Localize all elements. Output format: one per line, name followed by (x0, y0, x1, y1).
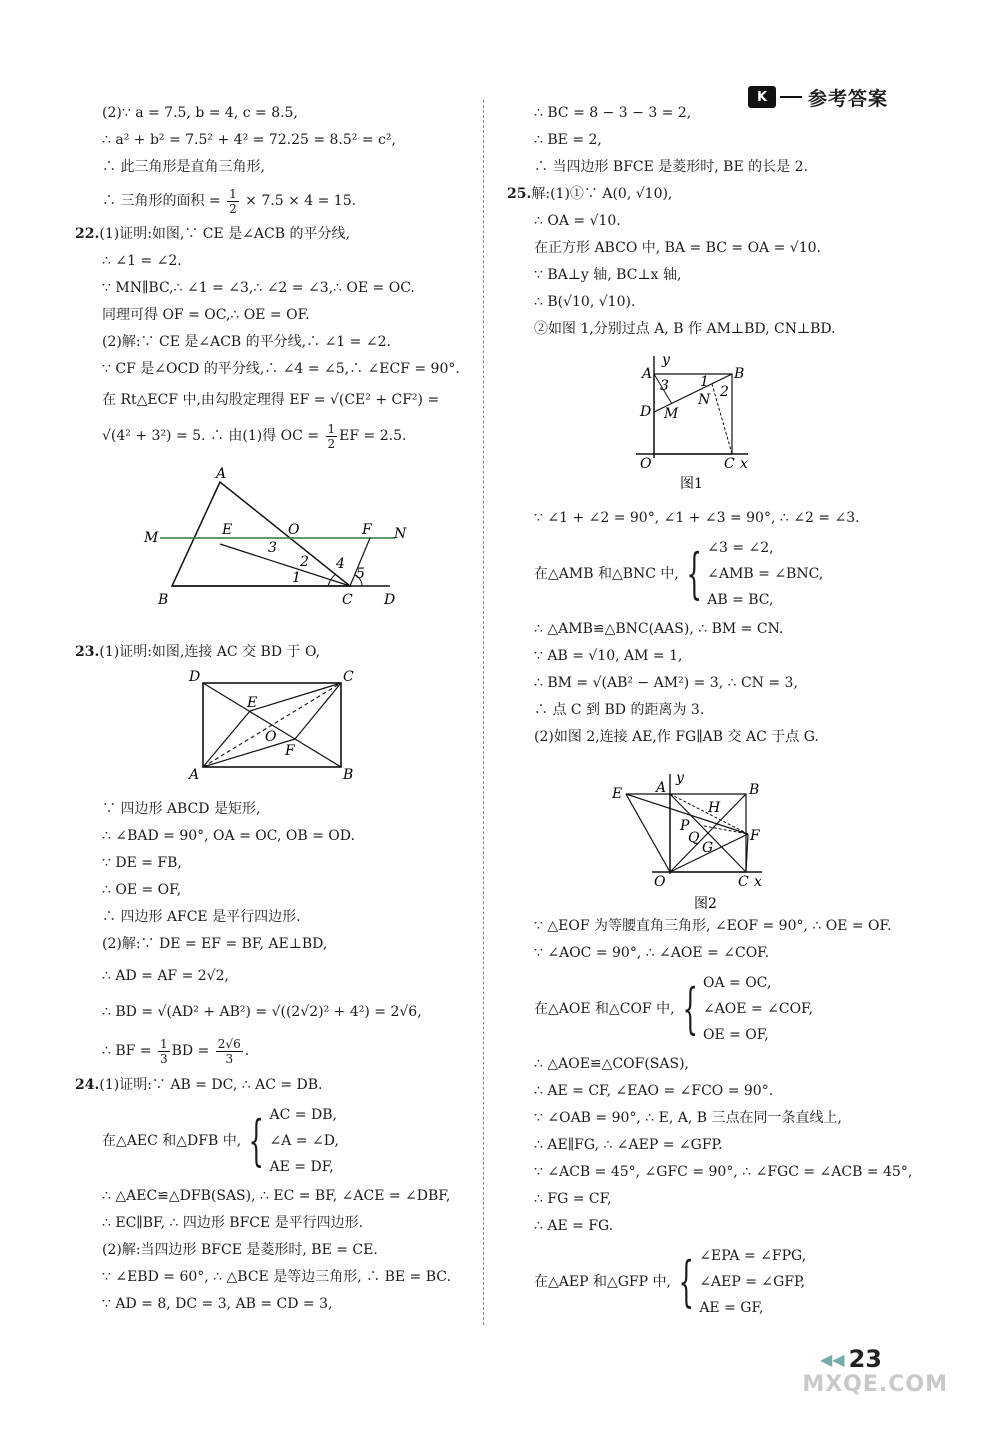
brace-icon: { (682, 977, 698, 1040)
label-C: C (724, 456, 735, 472)
text-span: 在△AEP 和△GFP 中, (534, 1273, 671, 1290)
label-4: 4 (336, 556, 345, 572)
label-1: 1 (292, 570, 301, 586)
question-number: 25. (507, 186, 532, 202)
brand-logo-icon: K (748, 86, 776, 108)
text-line (75, 1030, 475, 1072)
label-O: O (654, 874, 666, 890)
label-N: N (698, 392, 711, 408)
equation-system (507, 967, 917, 1051)
label-P: P (680, 818, 690, 834)
section-title: 参考答案 (807, 87, 888, 110)
text-line: (2)如图 2,连接 AE,作 FG∥AB 交 AC 于点 G. (534, 729, 819, 745)
text-line (75, 1072, 475, 1099)
label-A: A (642, 366, 653, 382)
label-C: C (343, 669, 354, 685)
brace-icon: { (686, 542, 702, 605)
text-line: ∴ 此三角形是直角三角形, (102, 159, 265, 175)
label-M: M (144, 530, 159, 546)
label-O: O (640, 456, 652, 472)
text-span: (1)证明:如图,∵ CE 是∠ACB 的平分线, (99, 226, 350, 242)
label-B: B (158, 592, 169, 608)
text-line: ∴ △AOE≌△COF(SAS), (534, 1056, 689, 1072)
label-D: D (640, 404, 652, 420)
text-span: 在△AOE 和△COF 中, (534, 1000, 675, 1017)
text-line: ∴ AE = CF, ∠EAO = ∠FCO = 90°. (534, 1083, 774, 1099)
text-span: . (244, 1043, 250, 1059)
label-x: x (754, 874, 762, 890)
text-line: (2)解:当四边形 BFCE 是菱形时, BE = CE. (102, 1242, 378, 1258)
text-line: ∴ BD = √(AD² + AB²) = √((2√2)² + 4²) = 2√6, (102, 1004, 422, 1020)
text-span: 在△AEC 和△DFB 中, (102, 1132, 242, 1149)
equation-system (75, 1099, 475, 1183)
label-2: 2 (300, 554, 309, 570)
text-line: ∴ 四边形 AFCE 是平行四边形. (102, 909, 301, 925)
text-line (75, 221, 475, 248)
fraction: $\frac{1}{2}$ (327, 421, 336, 451)
text-line: ∵ ∠OAB = 90°, ∴ E, A, B 三点在同一条直线上, (534, 1110, 842, 1126)
question-number: 24. (75, 1077, 100, 1093)
text-line: ∴ FG = CF, (534, 1191, 612, 1207)
text-line: ∴ BC = 8 − 3 − 3 = 2, (534, 105, 692, 121)
text-line: ∴ △AMB≌△BNC(AAS), ∴ BM = CN. (534, 621, 784, 637)
brace-icon: { (248, 1109, 265, 1172)
label-C: C (342, 592, 353, 608)
system-row: ∠3 = ∠2, (707, 540, 774, 556)
fraction: $\frac{2√6}{3}$ (217, 1036, 241, 1066)
text-line (507, 181, 917, 208)
page-number-text: 23 (848, 1345, 882, 1373)
text-line: ∴ ∠BAD = 90°, OA = OC, OB = OD. (102, 828, 355, 844)
text-line: ∵ AD = 8, DC = 3, AB = CD = 3, (102, 1296, 333, 1312)
system-row: OE = OF, (702, 1027, 769, 1043)
label-B: B (734, 366, 745, 382)
label-3: 3 (660, 378, 669, 394)
text-line: 同理可得 OF = OC,∴ OE = OF. (102, 307, 310, 323)
label-F: F (285, 743, 295, 759)
text-line: ∵ AB = √10, AM = 1, (534, 648, 683, 664)
text-line: ∴ BE = 2, (534, 132, 602, 148)
text-line: ∴ ∠1 = ∠2. (102, 253, 182, 269)
figure-q25-2 (612, 772, 772, 922)
logo-divider (780, 96, 802, 98)
text-line: (2)解:∵ DE = EF = BF, AE⊥BD, (102, 936, 328, 952)
text-line: ∵ △EOF 为等腰直角三角形, ∠EOF = 90°, ∴ OE = OF. (534, 918, 892, 934)
text-line (75, 639, 475, 666)
label-D: D (384, 592, 396, 608)
system-row: AC = DB, (269, 1107, 337, 1123)
text-line: ∴ OA = √10. (534, 213, 621, 229)
equation-system (507, 1240, 917, 1324)
text-line: 在正方形 ABCO 中, BA = BC = OA = √10. (534, 240, 821, 256)
label-F: F (362, 522, 372, 538)
system-row: AB = BC, (707, 592, 774, 608)
label-D: D (189, 669, 201, 685)
text-line: ∵ ∠ACB = 45°, ∠GFC = 90°, ∴ ∠FGC = ∠ACB = 45°, (534, 1164, 913, 1180)
text-line: ∴ a² + b² = 7.5² + 4² = 72.25 = 8.5² = c², (102, 132, 396, 148)
label-E: E (612, 786, 623, 802)
system-row: ∠EPA = ∠FPG, (699, 1248, 807, 1264)
label-M: M (664, 406, 679, 422)
brace-icon: { (678, 1250, 694, 1313)
label-H: H (708, 800, 721, 816)
text-line: ∵ BA⊥y 轴, BC⊥x 轴, (534, 267, 682, 283)
figure-q22 (140, 462, 410, 612)
fraction: $\frac{1}{2}$ (229, 186, 237, 216)
question-number: 23. (75, 644, 100, 660)
label-1: 1 (700, 374, 709, 390)
text-line: ∴ AE = FG. (534, 1218, 614, 1234)
text-line: ∴ EC∥BF, ∴ 四边形 BFCE 是平行四边形. (102, 1215, 364, 1231)
system-row: ∠AMB = ∠BNC, (707, 566, 824, 582)
text-line: ∴ OE = OF, (102, 882, 182, 898)
text-line (75, 417, 475, 455)
figure-caption: 图1 (680, 476, 703, 492)
text-line: ∴ BM = √(AB² − AM²) = 3, ∴ CN = 3, (534, 675, 798, 691)
label-O: O (265, 729, 277, 745)
text-line: ∵ ∠1 + ∠2 = 90°, ∠1 + ∠3 = 90°, ∴ ∠2 = ∠3. (534, 510, 860, 526)
fraction: $\frac{1}{3}$ (160, 1036, 168, 1066)
text-line: ∵ 四边形 ABCD 是矩形, (102, 801, 261, 817)
text-line: ②如图 1,分别过点 A, B 作 AM⊥BD, CN⊥BD. (534, 321, 836, 337)
text-line: ∴ 当四边形 BFCE 是菱形时, BE 的长是 2. (534, 159, 808, 175)
watermark: MXQE.COM (802, 1372, 948, 1397)
figure-q25-1 (628, 352, 758, 502)
label-E: E (222, 522, 233, 538)
text-line: (2)解:∵ CE 是∠ACB 的平分线,∴ ∠1 = ∠2. (102, 334, 391, 350)
label-G: G (702, 840, 714, 856)
text-span: 在△AMB 和△BNC 中, (534, 565, 679, 582)
label-y: y (676, 772, 684, 786)
system-row: ∠A = ∠D, (269, 1133, 339, 1149)
label-5: 5 (356, 566, 365, 582)
text-line: ∵ CF 是∠OCD 的平分线,∴ ∠4 = ∠5,∴ ∠ECF = 90°. (102, 361, 460, 377)
text-line: ∴ 点 C 到 BD 的距离为 3. (534, 702, 705, 718)
system-row: ∠AOE = ∠COF, (702, 1001, 814, 1017)
figure-caption: 图2 (694, 896, 717, 912)
column-divider (483, 100, 484, 1325)
label-A: A (189, 767, 200, 783)
equation-system (507, 532, 917, 616)
text-line: 在 Rt△ECF 中,由勾股定理得 EF = √(CE² + CF²) = (102, 392, 440, 408)
label-E: E (247, 695, 258, 711)
text-span: ∴ 三角形的面积 = (102, 193, 226, 209)
text-span: × 7.5 × 4 = 15. (240, 193, 357, 209)
text-span: EF = 2.5. (339, 428, 407, 444)
arrow-decoration-icon: ◀◀ (819, 1349, 845, 1369)
label-3: 3 (268, 540, 277, 556)
system-row: ∠AEP = ∠GFP, (699, 1274, 806, 1290)
question-number: 22. (75, 226, 100, 242)
label-B: B (343, 767, 354, 783)
label-B: B (749, 782, 760, 798)
text-line: ∴ △AEC≌△DFB(SAS), ∴ EC = BF, ∠ACE = ∠DBF, (102, 1188, 451, 1204)
text-line: ∵ ∠AOC = 90°, ∴ ∠AOE = ∠COF. (534, 945, 770, 961)
label-O: O (288, 522, 300, 538)
label-C: C (738, 874, 749, 890)
label-Q: Q (688, 830, 700, 846)
label-N: N (394, 526, 407, 542)
text-span: (1)证明:∵ AB = DC, ∴ AC = DB. (99, 1077, 323, 1093)
text-span: ∴ BF = (102, 1043, 156, 1059)
text-line: (2)∵ a = 7.5, b = 4, c = 8.5, (102, 105, 298, 121)
page-number (820, 1345, 882, 1373)
figure-q23 (185, 665, 360, 783)
right-column (507, 100, 917, 1324)
text-span: 解:(1)①∵ A(0, √10), (531, 186, 673, 202)
text-line: ∴ AE∥FG, ∴ ∠AEP = ∠GFP. (534, 1137, 723, 1153)
text-line: ∵ DE = FB, (102, 855, 182, 871)
label-A: A (216, 466, 227, 482)
text-line (75, 181, 475, 221)
system-row: AE = GF, (699, 1300, 764, 1316)
label-2: 2 (720, 384, 729, 400)
system-row: AE = DF, (269, 1159, 334, 1175)
label-y: y (662, 352, 670, 368)
label-F: F (750, 828, 760, 844)
text-span: (1)证明:如图,连接 AC 交 BD 于 O, (99, 644, 321, 660)
label-x: x (740, 456, 748, 472)
text-line: ∴ AD = AF = 2√2, (102, 968, 229, 984)
text-line: ∴ B(√10, √10). (534, 294, 636, 310)
text-span: BD = (171, 1043, 214, 1059)
text-line: ∵ ∠EBD = 60°, ∴ △BCE 是等边三角形, ∴ BE = BC. (102, 1269, 451, 1285)
label-A: A (656, 780, 667, 796)
text-span: √(4² + 3²) = 5. ∴ 由(1)得 OC = (102, 428, 324, 444)
text-line: ∵ MN∥BC,∴ ∠1 = ∠3,∴ ∠2 = ∠3,∴ OE = OC. (102, 280, 415, 296)
system-row: OA = OC, (702, 975, 772, 991)
